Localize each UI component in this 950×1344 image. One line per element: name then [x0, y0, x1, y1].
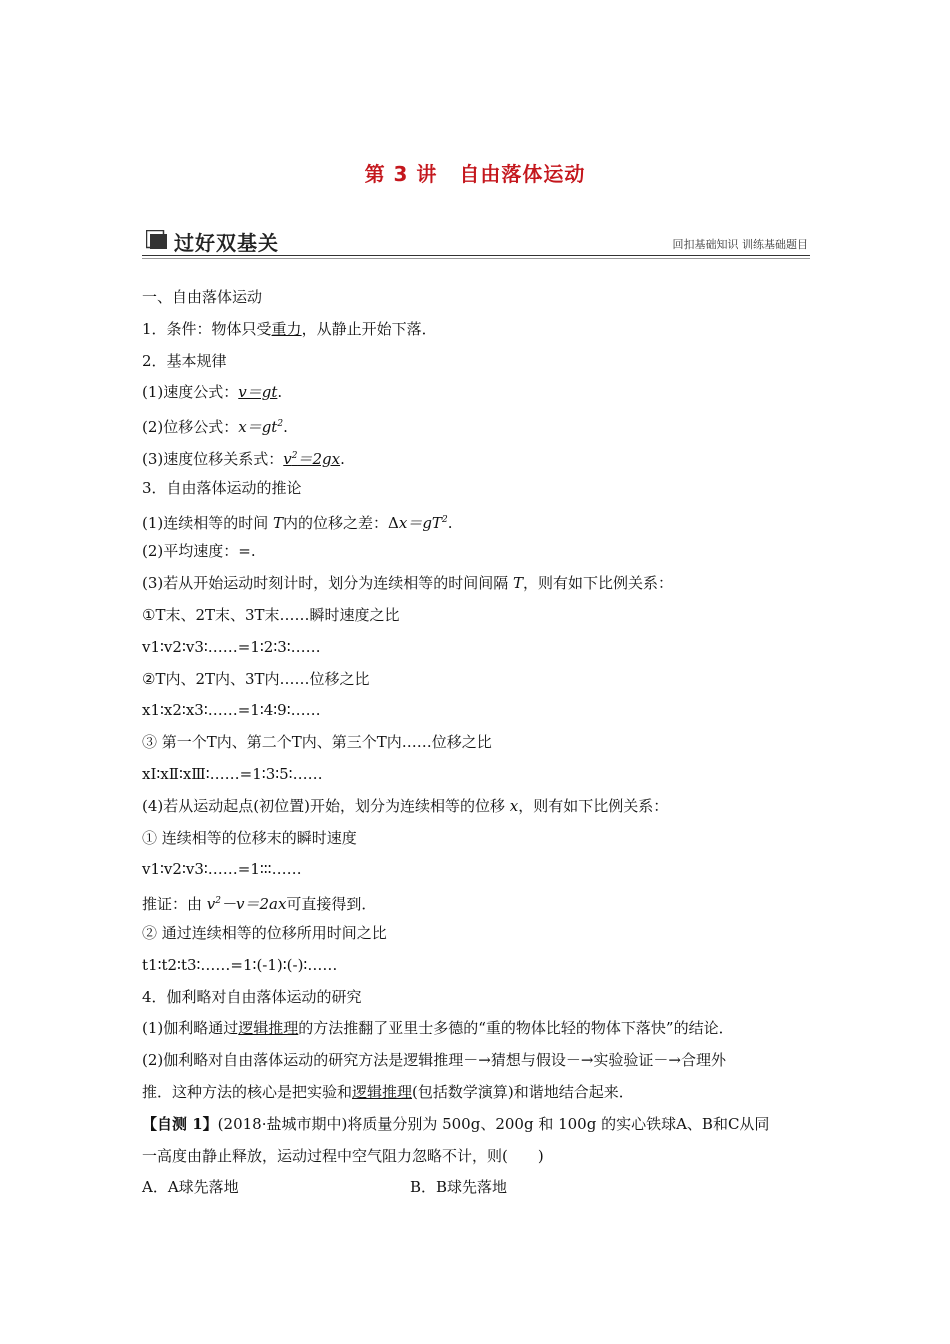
galileo-point-1: (1)伽利略通过逻辑推理的方法推翻了亚里士多德的“重的物体比轻的物体下落快”的结论． — [142, 1019, 734, 1038]
ratio-item-1: ①T末、2T末、3T末……瞬时速度之比 — [142, 605, 400, 624]
section-heading: 一、自由落体运动 — [142, 288, 263, 306]
velocity-formula: (1)速度公式：v＝gt. — [142, 383, 283, 402]
ratio-velocity: v1∶v2∶v3∶……=1∶2∶3∶…… — [142, 637, 321, 656]
self-test-question: 【自测 1】(2018·盐城市期中)将质量分别为 500g、200g 和 100g 的实心铁球A、B和C从同 — [142, 1114, 770, 1133]
page-title — [0, 158, 950, 187]
answer-options — [142, 1172, 810, 1204]
ratio-displacement: x1∶x2∶x3∶……=1∶4∶9∶…… — [142, 701, 321, 720]
option-b[interactable]: B．B球先落地 — [410, 1178, 508, 1197]
ratio-displacement-intervals: xⅠ∶xⅡ∶xⅢ∶……=1∶3∶5∶…… — [142, 764, 323, 783]
lecture-number: 第 3 讲 — [364, 162, 438, 186]
ratio-time: t1∶t2∶t3∶……=1∶(-1)∶(-)∶…… — [142, 955, 338, 974]
average-velocity: (2)平均速度：=. — [142, 542, 256, 561]
banner-divider — [142, 255, 810, 256]
subheading-basic-laws: 2．基本规律 — [142, 351, 227, 370]
displacement-ratio-intro: (4)若从运动起点(初位置)开始，划分为连续相等的位移 x，则有如下比例关系： — [142, 796, 669, 815]
formula-x-gt2: $x=gt^2$ — [238, 418, 284, 437]
subheading-galileo: 4．伽利略对自由落体运动的研究 — [142, 987, 362, 1006]
square-corner-icon — [146, 230, 168, 250]
ratio-item-2: ②T内、2T内、3T内……位移之比 — [142, 669, 370, 688]
formula-v2-2gx: $v^2=2gx$ — [283, 449, 341, 468]
condition-line: 1．条件：物体只受重力，从静止开始下落． — [142, 319, 437, 338]
banner-subtitle: 回扣基础知识 训练基础题目 — [672, 238, 808, 251]
ratio-item-5: ② 通过连续相等的位移所用时间之比 — [142, 923, 387, 942]
self-test-tag: 【自测 1】 — [142, 1114, 218, 1133]
option-a[interactable]: A．A球先落地 — [142, 1178, 239, 1197]
displacement-formula: (2)位移公式：$x=gt^2$. — [142, 418, 288, 437]
displacement-difference: (1)连续相等的时间 T内的位移之差：$\Delta x=gT^2$. — [142, 513, 453, 532]
subheading-corollaries: 3．自由落体运动的推论 — [142, 478, 302, 497]
underlined-logic-reasoning: 逻辑推理 — [238, 1019, 299, 1038]
galileo-point-2-cont: 推．这种方法的核心是把实验和逻辑推理(包括数学演算)和谐地结合起来． — [142, 1082, 634, 1101]
section-banner — [142, 224, 810, 258]
ratio-item-4: ① 连续相等的位移末的瞬时速度 — [142, 828, 357, 847]
velocity-displacement-formula: (3)速度位移关系式：$v^2=2gx$. — [142, 449, 345, 468]
self-test-question-cont: 一高度由静止释放，运动过程中空气阻力忽略不计，则( ) — [142, 1146, 544, 1165]
banner-divider-thin — [142, 258, 810, 259]
ratio-item-3: ③ 第一个T内、第二个T内、第三个T内……位移之比 — [142, 733, 492, 752]
document-body — [142, 282, 810, 1204]
formula-v-gt: v＝gt — [238, 383, 278, 402]
time-interval-ratio-intro: (3)若从开始运动时刻计时，划分为连续相等的时间间隔 T，则有如下比例关系： — [142, 574, 674, 593]
lecture-topic: 自由落体运动 — [459, 162, 586, 186]
ratio-velocity-sqrt: v1∶v2∶v3∶……=1∶∶∶…… — [142, 860, 302, 879]
underlined-gravity: 重力 — [271, 319, 302, 338]
banner-title: 过好双基关 — [174, 231, 279, 255]
proof-line: 推证：由 $v^2-v=2ax$可直接得到． — [142, 895, 377, 914]
galileo-point-2: (2)伽利略对自由落体运动的研究方法是逻辑推理－→猜想与假设－→实验验证－→合理外 — [142, 1051, 726, 1070]
underlined-logic-reasoning-2: 逻辑推理 — [352, 1082, 413, 1101]
